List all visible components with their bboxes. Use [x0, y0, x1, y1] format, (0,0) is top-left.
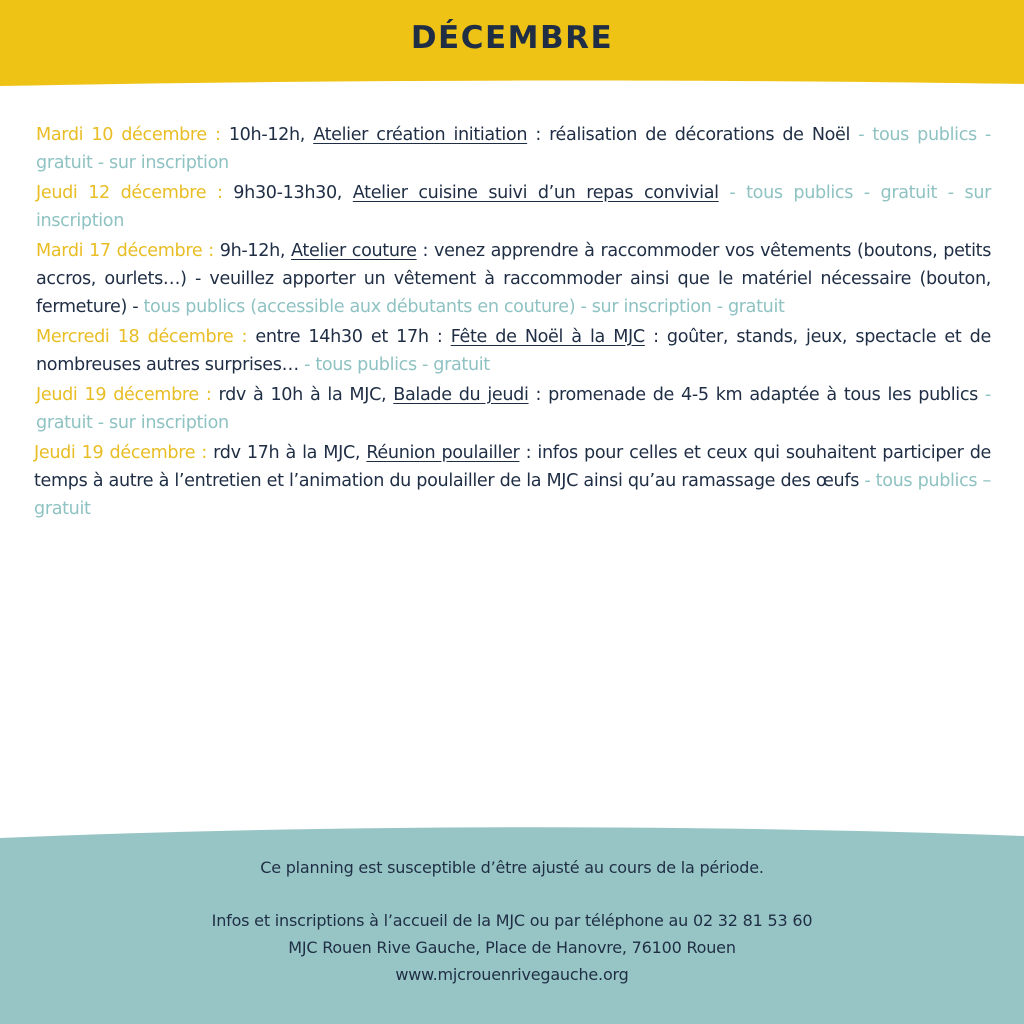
- contact-info: Infos et inscriptions à l’accueil de la MJC ou par téléphone au 02 32 81 53 60: [211, 911, 813, 930]
- event-name: Balade du jeudi: [393, 385, 529, 405]
- event-date: Jeudi 19 décembre :: [36, 385, 212, 405]
- event-tags: - tous publics – gratuit: [34, 471, 991, 519]
- website-link[interactable]: www.mjcrouenrivegauche.org: [395, 965, 629, 984]
- event-item: [36, 237, 991, 321]
- event-date: Jeudi 19 décembre :: [34, 443, 207, 463]
- event-list: [36, 121, 991, 525]
- event-description: : réalisation de décorations de Noël: [527, 125, 851, 145]
- event-tags: - tous publics - gratuit - sur inscription: [36, 183, 992, 231]
- event-tags: - tous publics - gratuit - sur inscription: [36, 125, 992, 173]
- planning-notice: Ce planning est susceptible d’être ajusté au cours de la période.: [260, 858, 764, 877]
- event-item: [36, 121, 991, 177]
- event-time: rdv à 10h à la MJC,: [211, 385, 394, 405]
- event-tags: - gratuit - sur inscription: [36, 385, 991, 433]
- event-date: Mercredi 18 décembre :: [36, 327, 248, 347]
- event-item: [36, 179, 991, 235]
- event-time: 10h-12h,: [220, 125, 314, 145]
- event-name: Atelier couture: [291, 241, 417, 261]
- event-tags: tous publics (accessible aux débutants en couture) - sur inscription - gratuit: [138, 297, 785, 317]
- event-time: 9h-12h,: [213, 241, 292, 261]
- event-item: [34, 439, 991, 523]
- page-title: DÉCEMBRE: [410, 20, 614, 56]
- event-date: Jeudi 12 décembre :: [36, 183, 223, 203]
- event-time: entre 14h30 et 17h :: [247, 327, 451, 347]
- footer: [0, 826, 1024, 1024]
- address: MJC Rouen Rive Gauche, Place de Hanovre, 76100 Rouen: [288, 938, 736, 957]
- event-description: : promenade de 4-5 km adaptée à tous les publics: [528, 385, 978, 405]
- event-name: Réunion poulailler: [366, 443, 520, 463]
- event-time: 9h30-13h30,: [222, 183, 353, 203]
- event-name: Atelier cuisine suivi d’un repas convivial: [352, 183, 719, 203]
- event-tags: - tous publics - gratuit: [298, 355, 490, 375]
- event-item: [36, 323, 991, 379]
- event-date: Mardi 17 décembre :: [36, 241, 214, 261]
- event-description: : goûter, stands, jeux, spectacle et de nombreuses autres surprises…: [36, 327, 991, 375]
- event-date: Mardi 10 décembre :: [36, 125, 221, 145]
- event-item: [36, 381, 991, 437]
- event-name: Fête de Noël à la MJC: [450, 327, 645, 347]
- event-description: : infos pour celles et ceux qui souhaitent participer de temps à autre à l’entretien et l’animation du poulailler de la MJC ainsi qu’au ramassage des œufs: [34, 443, 991, 491]
- event-description: : venez apprendre à raccommoder vos vêtements (boutons, petits accros, ourlets…) - veuillez apporter un vêtement à raccommoder ainsi que le matériel nécessaire (bouton, fermeture) -: [36, 241, 992, 317]
- event-time: rdv 17h à la MJC,: [206, 443, 367, 463]
- header-banner: [0, 0, 1024, 100]
- event-name: Atelier création initiation: [313, 125, 528, 145]
